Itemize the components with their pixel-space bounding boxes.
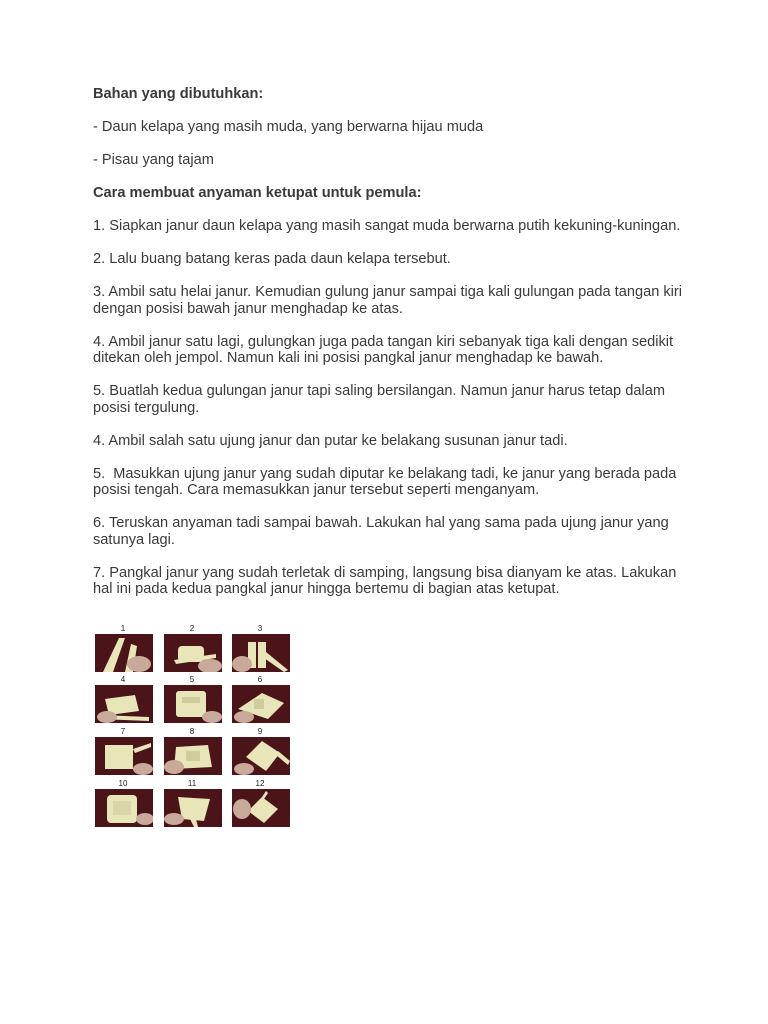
step-image-6 xyxy=(230,675,290,725)
step-number-label: 6 xyxy=(257,675,263,684)
step-photo xyxy=(95,789,153,827)
step-photo xyxy=(95,737,153,775)
step-image-9 xyxy=(230,727,290,777)
step-paragraph: 7. Pangkal janur yang sudah terletak di samping, langsung bisa dianyam ke atas. Lakukan hal ini pada kedua pangkal janur hingga bertemu di bagian atas ketupat. xyxy=(93,564,681,597)
step-photo xyxy=(232,789,290,827)
step-image-1 xyxy=(93,624,153,674)
step-photo xyxy=(232,737,290,775)
weaving-illustration xyxy=(164,634,222,672)
step-paragraph: 1. Siapkan janur daun kelapa yang masih sangat muda berwarna putih kekuning-kuningan. xyxy=(93,218,681,234)
step-photo xyxy=(232,634,290,672)
step-number-label: 4 xyxy=(120,675,126,684)
weaving-illustration xyxy=(164,737,222,775)
step-number-label: 3 xyxy=(257,624,263,633)
step-photo xyxy=(232,685,290,723)
material-item-coconut-leaf: - Daun kelapa yang masih muda, yang berwarna hijau muda xyxy=(93,119,484,135)
step-paragraph: 4. Ambil janur satu lagi, gulungkan juga pada tangan kiri sebanyak tiga kali dengan sedikit ditekan oleh jempol. Namun kali ini posisi pangkal janur menghadap ke bawah. xyxy=(93,333,678,366)
step-paragraph: 5. Buatlah kedua gulungan janur tapi saling bersilangan. Namun janur harus tetap dalam posisi tergulung. xyxy=(93,383,670,416)
step-image-4 xyxy=(93,675,153,725)
step-image-7 xyxy=(93,727,153,777)
step-number-label: 11 xyxy=(187,779,197,788)
step-image-12 xyxy=(230,779,290,829)
material-item-knife: - Pisau yang tajam xyxy=(93,152,214,168)
step-number-label: 7 xyxy=(120,727,126,736)
weaving-illustration xyxy=(232,789,290,827)
materials-heading: Bahan yang dibutuhkan: xyxy=(93,86,264,102)
step-photo xyxy=(164,634,222,672)
weaving-illustration xyxy=(95,737,153,775)
step-paragraph: 6. Teruskan anyaman tadi sampai bawah. Lakukan hal yang sama pada ujung janur yang satunya lagi. xyxy=(93,515,673,548)
steps-heading: Cara membuat anyaman ketupat untuk pemula: xyxy=(93,185,422,201)
step-image-3 xyxy=(230,624,290,674)
document-body xyxy=(93,86,687,614)
step-image-5 xyxy=(162,675,222,725)
step-paragraph: 3. Ambil satu helai janur. Kemudian gulung janur sampai tiga kali gulungan pada tangan kiri dengan posisi bawah janur menghadap ke atas. xyxy=(93,284,687,317)
step-number-label: 1 xyxy=(120,624,126,633)
step-number-label: 10 xyxy=(118,779,128,788)
weaving-illustration xyxy=(95,634,153,672)
step-photo xyxy=(164,685,222,723)
weaving-illustration xyxy=(164,685,222,723)
step-number-label: 8 xyxy=(189,727,195,736)
step-paragraph: 4. Ambil salah satu ujung janur dan putar ke belakang susunan janur tadi. xyxy=(93,432,568,449)
step-paragraph: 5. Masukkan ujung janur yang sudah diputar ke belakang tadi, ke janur yang berada pada posisi tengah. Cara memasukkan janur tersebut seperti menganyam. xyxy=(93,465,681,498)
step-number-label: 9 xyxy=(257,727,263,736)
weaving-illustration xyxy=(232,685,290,723)
step-image-2 xyxy=(162,624,222,674)
step-photo xyxy=(164,789,222,827)
weaving-illustration xyxy=(164,789,222,827)
step-photo xyxy=(95,685,153,723)
step-number-label: 5 xyxy=(189,675,195,684)
step-image-11 xyxy=(162,779,222,829)
weaving-illustration xyxy=(95,685,153,723)
ketupat-steps-figure xyxy=(93,624,297,828)
weaving-illustration xyxy=(232,737,290,775)
step-number-label: 2 xyxy=(189,624,195,633)
weaving-illustration xyxy=(95,789,153,827)
step-number-label: 12 xyxy=(255,779,265,788)
step-photo xyxy=(164,737,222,775)
weaving-illustration xyxy=(232,634,290,672)
step-image-10 xyxy=(93,779,153,829)
step-paragraph: 2. Lalu buang batang keras pada daun kelapa tersebut. xyxy=(93,251,451,267)
step-image-8 xyxy=(162,727,222,777)
step-photo xyxy=(95,634,153,672)
